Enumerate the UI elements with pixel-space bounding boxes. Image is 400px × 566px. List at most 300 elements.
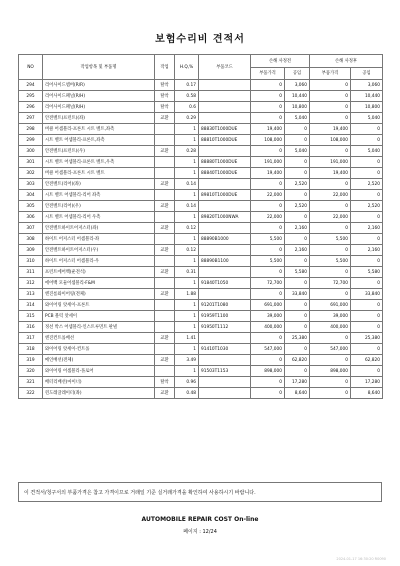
cell-no: 311 <box>19 267 43 278</box>
cell-hq: 0.17 <box>175 80 199 91</box>
table-row <box>19 322 383 333</box>
cell-after-part-price: 0 <box>310 102 351 113</box>
cell-no: 295 <box>19 91 43 102</box>
cell-after-labor: 17,280 <box>351 377 383 388</box>
table-row <box>19 168 383 179</box>
cell-before-labor: 0 <box>285 278 310 289</box>
cell-part-code: 88810T1000DUE <box>199 135 251 146</box>
cell-before-labor: 0 <box>285 124 310 135</box>
cell-before-part-price: 0 <box>251 355 285 366</box>
cell-item: 에어백 모듈어셈블리-F&M <box>43 278 155 289</box>
header-before-labor: 공임 <box>285 68 310 80</box>
cell-item: 리어사이드패널(R/H) <box>43 102 155 113</box>
print-stamp: 2024-01-17 16:30:20 R0090 <box>336 557 386 561</box>
header-before-assessment: 손해 사정전 <box>251 55 310 68</box>
table-row <box>19 388 383 399</box>
cell-before-labor: 0 <box>285 168 310 179</box>
cell-part-code <box>199 223 251 234</box>
cell-hq: 0.12 <box>175 223 199 234</box>
cell-after-labor: 5,040 <box>351 146 383 157</box>
cell-after-part-price: 0 <box>310 245 351 256</box>
cell-after-labor: 2,160 <box>351 223 383 234</box>
cell-before-part-price: 0 <box>251 245 285 256</box>
header-no: NO <box>19 55 43 80</box>
header-after-assessment: 손해 사정후 <box>310 55 383 68</box>
cell-before-part-price: 400,000 <box>251 322 285 333</box>
cell-after-part-price: 691,000 <box>310 300 351 311</box>
cell-after-labor: 3,060 <box>351 80 383 91</box>
cell-before-labor: 0 <box>285 300 310 311</box>
cell-operation <box>155 157 175 168</box>
table-row <box>19 311 383 322</box>
cell-item: 안전벨트(리어)(우) <box>43 201 155 212</box>
cell-operation <box>155 124 175 135</box>
cell-before-labor: 33,840 <box>285 289 310 300</box>
cell-hq: 1 <box>175 190 199 201</box>
cell-before-part-price: 0 <box>251 113 285 124</box>
cell-operation: 탈착 <box>155 377 175 388</box>
cell-before-labor: 2,160 <box>285 223 310 234</box>
cell-operation: 교환 <box>155 223 175 234</box>
cell-operation: 교환 <box>155 267 175 278</box>
cell-before-part-price: 691,000 <box>251 300 285 311</box>
header-after-labor: 공임 <box>351 68 383 80</box>
cell-before-labor: 0 <box>285 234 310 245</box>
cell-before-labor: 5,040 <box>285 113 310 124</box>
cell-item: 시트 벨트 어셈블리-리어 우측 <box>43 212 155 223</box>
table-row <box>19 333 383 344</box>
cell-before-labor: 5,580 <box>285 267 310 278</box>
cell-no: 314 <box>19 300 43 311</box>
cell-part-code: 89820T1000NWA <box>199 212 251 223</box>
cell-before-part-price: 0 <box>251 267 285 278</box>
header-after-part-price: 부품가격 <box>310 68 351 80</box>
cell-after-labor: 0 <box>351 234 383 245</box>
cell-before-labor: 0 <box>285 157 310 168</box>
cell-after-part-price: 0 <box>310 333 351 344</box>
cell-before-part-price: 0 <box>251 201 285 212</box>
cell-hq: 1 <box>175 234 199 245</box>
cell-after-part-price: 72,700 <box>310 278 351 289</box>
cell-no: 304 <box>19 190 43 201</box>
cell-part-code <box>199 245 251 256</box>
cell-before-part-price: 22,000 <box>251 212 285 223</box>
cell-no: 294 <box>19 80 43 91</box>
cell-before-labor: 0 <box>285 256 310 267</box>
estimate-table <box>18 54 383 399</box>
cell-after-part-price: 0 <box>310 201 351 212</box>
cell-after-labor: 5,040 <box>351 113 383 124</box>
table-row <box>19 190 383 201</box>
cell-item: PCB 블럭 앗세이 <box>43 311 155 322</box>
cell-operation: 교환 <box>155 201 175 212</box>
cell-hq: 0.31 <box>175 267 199 278</box>
cell-after-labor: 2,160 <box>351 245 383 256</box>
document-title: 보험수리비 견적서 <box>155 34 245 45</box>
cell-operation: 교환 <box>155 179 175 190</box>
cell-hq: 0.14 <box>175 201 199 212</box>
cell-hq: 1 <box>175 300 199 311</box>
table-row <box>19 234 383 245</box>
table-row <box>19 245 383 256</box>
cell-operation <box>155 278 175 289</box>
cell-no: 299 <box>19 135 43 146</box>
cell-item: 와이어링 어셈블리-플로어 <box>43 366 155 377</box>
cell-no: 318 <box>19 344 43 355</box>
cell-part-code: 91503T1153 <box>199 366 251 377</box>
cell-item: 안전벨트하이트어저스터(우) <box>43 245 155 256</box>
cell-operation: 교환 <box>155 245 175 256</box>
cell-part-code: 88880T1000DUE <box>199 157 251 168</box>
cell-after-part-price: 0 <box>310 388 351 399</box>
cell-before-labor: 0 <box>285 212 310 223</box>
cell-before-labor: 3,060 <box>285 80 310 91</box>
price-notice: 이 견적서/청구서의 부품가격은 참고 가격이므로 거래일 기준 실거래가격을 확인하여 사용하시기 바랍니다. <box>18 482 382 502</box>
cell-part-code <box>199 80 251 91</box>
header-hq: H.Q,% <box>175 55 199 80</box>
table-row <box>19 344 383 355</box>
cell-operation <box>155 168 175 179</box>
cell-part-code <box>199 289 251 300</box>
cell-part-code: 91950T1112 <box>199 322 251 333</box>
cell-operation <box>155 300 175 311</box>
cell-before-labor: 0 <box>285 135 310 146</box>
cell-after-part-price: 0 <box>310 289 351 300</box>
cell-hq: 0.29 <box>175 113 199 124</box>
cell-before-part-price: 0 <box>251 289 285 300</box>
cell-operation <box>155 212 175 223</box>
header-part-code: 부품코드 <box>199 55 251 80</box>
cell-after-labor: 2,520 <box>351 201 383 212</box>
cell-after-labor: 2,520 <box>351 179 383 190</box>
cell-after-labor: 8,640 <box>351 388 383 399</box>
cell-after-part-price: 0 <box>310 223 351 234</box>
cell-after-part-price: 898,000 <box>310 366 351 377</box>
cell-before-labor: 10,800 <box>285 102 310 113</box>
cell-operation: 교환 <box>155 113 175 124</box>
cell-item: 시트 벨트 어셈블리-프론트,좌측 <box>43 135 155 146</box>
cell-hq: 0.12 <box>175 245 199 256</box>
cell-item: 와이어링 앗세이-컨트롤 <box>43 344 155 355</box>
cell-hq: 1.88 <box>175 289 199 300</box>
cell-after-part-price: 39,000 <box>310 311 351 322</box>
cell-no: 322 <box>19 388 43 399</box>
cell-before-part-price: 5,500 <box>251 234 285 245</box>
cell-after-labor: 5,580 <box>351 267 383 278</box>
cell-part-code <box>199 201 251 212</box>
cell-before-part-price: 547,000 <box>251 344 285 355</box>
table-row <box>19 102 383 113</box>
table-row <box>19 124 383 135</box>
cell-operation: 교환 <box>155 388 175 399</box>
cell-after-labor: 33,840 <box>351 289 383 300</box>
table-row <box>19 146 383 157</box>
cell-item: 메인배선(전체) <box>43 355 155 366</box>
cell-no: 307 <box>19 223 43 234</box>
cell-item: 안전벨트하이트어저스터(좌) <box>43 223 155 234</box>
cell-hq: 0.6 <box>175 102 199 113</box>
cell-item: 버클 어셈블리-프론트 시트 벨트 <box>43 168 155 179</box>
cell-hq: 1 <box>175 256 199 267</box>
cell-item: 정션 박스 어셈블리-인스트루먼트 판넬 <box>43 322 155 333</box>
cell-operation <box>155 256 175 267</box>
cell-part-code <box>199 267 251 278</box>
cell-hq: 1 <box>175 344 199 355</box>
cell-after-labor: 0 <box>351 300 383 311</box>
cell-after-part-price: 0 <box>310 80 351 91</box>
cell-operation: 탈착 <box>155 91 175 102</box>
cell-after-part-price: 19,400 <box>310 168 351 179</box>
cell-hq: 1 <box>175 124 199 135</box>
cell-item: 안전벨트(리어)(좌) <box>43 179 155 190</box>
table-row <box>19 201 383 212</box>
estimate-rows <box>19 80 383 399</box>
cell-before-labor: 2,160 <box>285 245 310 256</box>
cell-hq: 1 <box>175 212 199 223</box>
table-row <box>19 113 383 124</box>
cell-before-part-price: 898,000 <box>251 366 285 377</box>
cell-item: 프런트에어백(운전석) <box>43 267 155 278</box>
cell-part-code <box>199 91 251 102</box>
cell-item: 배터리배선(마이너) <box>43 377 155 388</box>
cell-no: 312 <box>19 278 43 289</box>
cell-before-part-price: 39,000 <box>251 311 285 322</box>
cell-no: 297 <box>19 113 43 124</box>
table-row <box>19 135 383 146</box>
cell-hq: 0.48 <box>175 388 199 399</box>
cell-before-part-price: 72,700 <box>251 278 285 289</box>
cell-after-part-price: 547,000 <box>310 344 351 355</box>
cell-after-labor: 25,380 <box>351 333 383 344</box>
cell-after-part-price: 5,500 <box>310 256 351 267</box>
cell-no: 306 <box>19 212 43 223</box>
cell-part-code <box>199 377 251 388</box>
cell-after-labor: 0 <box>351 344 383 355</box>
cell-item: 윈도레귤레이터(좌) <box>43 388 155 399</box>
cell-part-code: 88830T1000DUE <box>199 124 251 135</box>
cell-before-labor: 5,040 <box>285 146 310 157</box>
cell-before-labor: 2,520 <box>285 179 310 190</box>
cell-hq: 1 <box>175 168 199 179</box>
cell-item: 와이어링 앗세이-프론트 <box>43 300 155 311</box>
cell-before-labor: 2,520 <box>285 201 310 212</box>
cell-before-part-price: 0 <box>251 179 285 190</box>
cell-after-labor: 0 <box>351 190 383 201</box>
cell-part-code <box>199 388 251 399</box>
cell-item: 하이트 어저스터 어셈블리-좌 <box>43 234 155 245</box>
cell-part-code <box>199 355 251 366</box>
cell-before-labor: 0 <box>285 322 310 333</box>
cell-before-part-price: 0 <box>251 377 285 388</box>
cell-before-part-price: 19,400 <box>251 124 285 135</box>
cell-no: 316 <box>19 322 43 333</box>
cell-part-code: 91840T1050 <box>199 278 251 289</box>
cell-part-code: 91201T1080 <box>199 300 251 311</box>
cell-no: 300 <box>19 146 43 157</box>
cell-after-labor: 0 <box>351 278 383 289</box>
cell-hq: 1 <box>175 322 199 333</box>
cell-item: 버클 어셈블리-프론트 시트 벨트,좌측 <box>43 124 155 135</box>
cell-before-labor: 17,280 <box>285 377 310 388</box>
cell-item: 리어사이드멤버(R/R) <box>43 80 155 91</box>
cell-after-labor: 62,820 <box>351 355 383 366</box>
cell-operation: 교환 <box>155 146 175 157</box>
cell-no: 308 <box>19 234 43 245</box>
cell-before-labor: 0 <box>285 311 310 322</box>
table-row <box>19 157 383 168</box>
cell-after-part-price: 191,000 <box>310 157 351 168</box>
cell-no: 302 <box>19 168 43 179</box>
table-row <box>19 91 383 102</box>
cell-operation <box>155 135 175 146</box>
table-row <box>19 256 383 267</box>
cell-item: 안전벨트(프런트)(좌) <box>43 113 155 124</box>
cell-before-labor: 25,380 <box>285 333 310 344</box>
cell-no: 315 <box>19 311 43 322</box>
cell-after-part-price: 0 <box>310 355 351 366</box>
cell-after-part-price: 19,400 <box>310 124 351 135</box>
cell-part-code: 88840T1000DUE <box>199 168 251 179</box>
cell-before-part-price: 108,000 <box>251 135 285 146</box>
cell-no: 313 <box>19 289 43 300</box>
cell-operation: 탈착 <box>155 102 175 113</box>
cell-after-labor: 0 <box>351 212 383 223</box>
cell-part-code: 91959T1100 <box>199 311 251 322</box>
cell-before-part-price: 0 <box>251 102 285 113</box>
cell-operation: 탈착 <box>155 80 175 91</box>
table-row <box>19 355 383 366</box>
cell-no: 309 <box>19 245 43 256</box>
cell-after-labor: 0 <box>351 366 383 377</box>
cell-before-part-price: 5,500 <box>251 256 285 267</box>
header-before-part-price: 부품가격 <box>251 68 285 80</box>
cell-hq: 0.14 <box>175 179 199 190</box>
cell-before-part-price: 0 <box>251 146 285 157</box>
table-row <box>19 267 383 278</box>
cell-after-part-price: 0 <box>310 146 351 157</box>
cell-no: 298 <box>19 124 43 135</box>
table-row <box>19 377 383 388</box>
cell-operation <box>155 366 175 377</box>
cell-no: 301 <box>19 157 43 168</box>
cell-hq: 0.96 <box>175 377 199 388</box>
cell-part-code <box>199 113 251 124</box>
cell-operation: 교환 <box>155 355 175 366</box>
cell-after-part-price: 0 <box>310 267 351 278</box>
table-row <box>19 289 383 300</box>
cell-before-part-price: 19,400 <box>251 168 285 179</box>
cell-after-labor: 0 <box>351 157 383 168</box>
cell-before-part-price: 0 <box>251 80 285 91</box>
cell-no: 305 <box>19 201 43 212</box>
cell-before-labor: 0 <box>285 366 310 377</box>
table-row <box>19 179 383 190</box>
cell-after-part-price: 0 <box>310 377 351 388</box>
cell-part-code: 88890B1100 <box>199 256 251 267</box>
table-row <box>19 223 383 234</box>
cell-part-code <box>199 102 251 113</box>
cell-hq: 1.41 <box>175 333 199 344</box>
cell-after-labor: 10,440 <box>351 91 383 102</box>
cell-part-code <box>199 179 251 190</box>
cell-operation <box>155 311 175 322</box>
table-row <box>19 278 383 289</box>
cell-operation: 교환 <box>155 333 175 344</box>
cell-operation <box>155 344 175 355</box>
footer-service-name: AUTOMOBILE REPAIR COST On-line <box>141 516 259 523</box>
table-row <box>19 300 383 311</box>
cell-no: 303 <box>19 179 43 190</box>
cell-item: 리어사이드패널(R/H) <box>43 91 155 102</box>
cell-item: 엔진컨트롤배선 <box>43 333 155 344</box>
cell-part-code: 88890B1000 <box>199 234 251 245</box>
table-row <box>19 366 383 377</box>
cell-hq: 1 <box>175 366 199 377</box>
header-item: 작업항목 및 부품명 <box>43 55 155 80</box>
cell-after-part-price: 22,000 <box>310 190 351 201</box>
cell-after-part-price: 400,000 <box>310 322 351 333</box>
cell-before-part-price: 0 <box>251 91 285 102</box>
cell-before-part-price: 22,000 <box>251 190 285 201</box>
cell-before-labor: 8,640 <box>285 388 310 399</box>
cell-after-part-price: 108,000 <box>310 135 351 146</box>
cell-hq: 1 <box>175 278 199 289</box>
cell-operation <box>155 234 175 245</box>
cell-part-code: 89810T1000DUE <box>199 190 251 201</box>
cell-operation: 교환 <box>155 289 175 300</box>
cell-after-labor: 0 <box>351 256 383 267</box>
cell-no: 310 <box>19 256 43 267</box>
table-row <box>19 212 383 223</box>
cell-after-part-price: 0 <box>310 179 351 190</box>
cell-hq: 1 <box>175 157 199 168</box>
cell-no: 321 <box>19 377 43 388</box>
cell-after-labor: 10,800 <box>351 102 383 113</box>
cell-no: 317 <box>19 333 43 344</box>
cell-item: 안전벨트(프런트)(우) <box>43 146 155 157</box>
cell-before-part-price: 0 <box>251 223 285 234</box>
cell-after-labor: 0 <box>351 168 383 179</box>
cell-operation <box>155 322 175 333</box>
cell-after-labor: 0 <box>351 124 383 135</box>
cell-after-part-price: 0 <box>310 91 351 102</box>
cell-no: 320 <box>19 366 43 377</box>
cell-after-labor: 0 <box>351 311 383 322</box>
cell-before-labor: 62,820 <box>285 355 310 366</box>
cell-operation <box>155 190 175 201</box>
cell-hq: 1 <box>175 311 199 322</box>
cell-before-part-price: 191,000 <box>251 157 285 168</box>
cell-after-labor: 0 <box>351 135 383 146</box>
cell-item: 하이트 어저스터 어셈블리-우 <box>43 256 155 267</box>
cell-part-code <box>199 333 251 344</box>
cell-hq: 3.49 <box>175 355 199 366</box>
cell-hq: 1 <box>175 135 199 146</box>
cell-item: 시트 벨트 어셈블리-프론트 벨트,우측 <box>43 157 155 168</box>
cell-after-part-price: 5,500 <box>310 234 351 245</box>
cell-hq: 0.58 <box>175 91 199 102</box>
cell-before-labor: 10,440 <box>285 91 310 102</box>
cell-no: 319 <box>19 355 43 366</box>
cell-item: 엔진룸와이어링(전체) <box>43 289 155 300</box>
cell-part-code <box>199 146 251 157</box>
cell-item: 시트 벨트 어셈블리-리어 좌측 <box>43 190 155 201</box>
cell-before-labor: 0 <box>285 190 310 201</box>
table-row <box>19 80 383 91</box>
cell-after-part-price: 0 <box>310 113 351 124</box>
cell-before-labor: 0 <box>285 344 310 355</box>
cell-no: 296 <box>19 102 43 113</box>
